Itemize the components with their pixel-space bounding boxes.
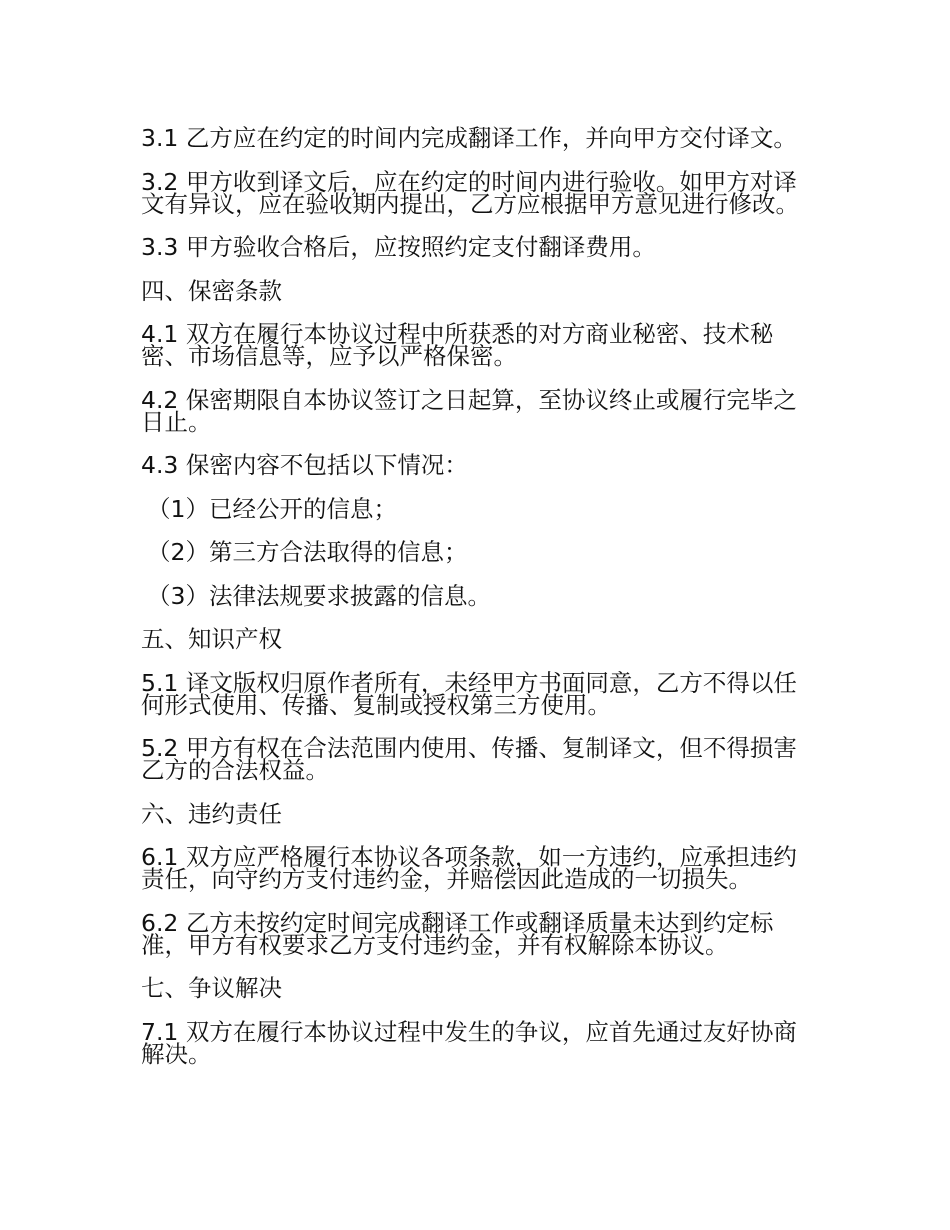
exclusion-item-2: （2）第三方合法取得的信息； (147, 538, 468, 566)
clause-3-2: 3.2 甲方收到译文后，应在约定的时间内进行验收。如甲方对译文有异议，应在验收期内提出，乙方应根据甲方意见进行修改。 (141, 167, 799, 218)
clause-4-1: 4.1 双方在履行本协议过程中所获悉的对方商业秘密、技术秘密、市场信息等，应予以严格保密。 (141, 320, 774, 370)
clause-5-1: 5.1 译文版权归原作者所有，未经甲方书面同意，乙方不得以任何形式使用、传播、复制或授权第三方使用。 (141, 668, 797, 719)
clause-6-1: 6.1 双方应严格履行本协议各项条款，如一方违约，应承担违约责任，向守约方支付违约金，并赔偿因此造成的一切损失。 (141, 843, 797, 893)
clause-7-1: 7.1 双方在履行本协议过程中发生的争议，应首先通过友好协商解决。 (141, 1017, 797, 1068)
clause-6-2: 6.2 乙方未按约定时间完成翻译工作或翻译质量未达到约定标准，甲方有权要求乙方支付违约金，并有权解除本协议。 (141, 908, 774, 959)
clause-4-3: 4.3 保密内容不包括以下情况： (141, 451, 468, 479)
section-heading-confidentiality: 四、保密条款 (141, 276, 282, 305)
exclusion-item-3: （3）法律法规要求披露的信息。 (147, 581, 491, 610)
section-heading-ip: 五、知识产权 (141, 625, 282, 653)
clause-5-2: 5.2 甲方有权在合法范围内使用、传播、复制译文，但不得损害乙方的合法权益。 (141, 734, 797, 784)
clause-4-2: 4.2 保密期限自本协议签订之日起算，至协议终止或履行完毕之日止。 (141, 385, 797, 436)
section-heading-dispute: 七、争议解决 (141, 974, 282, 1002)
clause-3-3: 3.3 甲方验收合格后，应按照约定支付翻译费用。 (141, 233, 656, 261)
section-heading-breach: 六、违约责任 (141, 799, 282, 828)
clause-3-1: 3.1 乙方应在约定的时间内完成翻译工作，并向甲方交付译文。 (141, 124, 797, 152)
exclusion-item-1: （1）已经公开的信息； (147, 494, 397, 523)
